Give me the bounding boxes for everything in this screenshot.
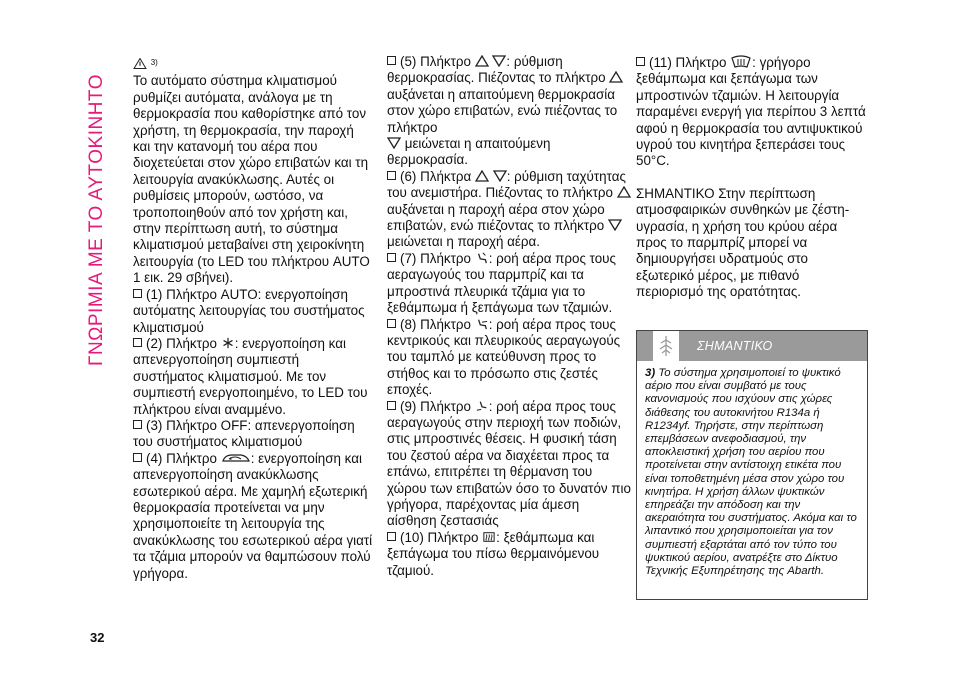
column-1: [133, 55, 373, 582]
important-note-box: [636, 330, 868, 600]
item-auto: [133, 287, 373, 336]
item-ac-compressor: [133, 336, 373, 418]
note-ref: 3): [645, 367, 656, 379]
note-header: [637, 331, 867, 361]
item-rear-defrost-text: : ξεθάμπωμα και ξεπάγωμα του πίσω θερμαινόμενου τζαμιού.: [387, 529, 600, 578]
item-temperature: [387, 54, 632, 169]
bullet-icon: [133, 338, 142, 347]
triangle-up-icon: [617, 185, 631, 200]
item-off: [133, 418, 373, 451]
intro-paragraph: Το αυτόματο σύστημα κλιματισμού ρυθμίζει αυτόματα, ανάλογα με τη θερμοκρασία που καθορίστηκε από τον χρήστη, τη θερμοκρασία, την παροχή και την κατανομή του αέρα που διοχετεύεται στον χώρο επιβατών και τη λειτουργία ανακύκλωσης. Αυτές οι ρυθμίσεις μπορούν, ωστόσο, να τροποποιηθούν από τον χρήστη και, στην περίπτωση αυτή, το σύστημα κλιματισμού μεταβαίνει στη χειροκίνητη λειτουργία (το LED του πλήκτρου AUTO 1 εικ. 29 σβήνει).: [133, 73, 370, 286]
footnote-ref: 3): [150, 58, 158, 67]
item-fan-speed: [387, 169, 632, 251]
item-max-defrost: [636, 55, 866, 170]
item-ac-label: (2) Πλήκτρο: [146, 335, 217, 351]
snowflake-icon: [221, 336, 235, 351]
bullet-icon: [387, 532, 396, 541]
item-recirc-text: : ενεργοποίηση και απενεργοποίηση ανακύκλωσης εσωτερικού αέρα. Με χαμηλή εξωτερική θερμοκρασία προτείνεται να μην χρησιμοποιείτε τη λειτουργία της ανακύκλωσης του εσωτερικού αέρα γιατί τα τζάμια μπορούν να θαμπώσουν πολύ γρήγορα.: [133, 450, 373, 581]
item-fan-text-2: αυξάνεται η παροχή αέρα στον χώρο επιβατών, ενώ πιέζοντας το πλήκτρο: [387, 201, 605, 234]
item-auto-text: (1) Πλήκτρο AUTO: ενεργοποίηση αυτόματης λειτουργίας του συστήματος κλιματισμού: [133, 286, 365, 335]
rear-window-defrost-icon: [482, 530, 496, 545]
recirculation-car-icon: [221, 451, 251, 466]
page-number: 32: [90, 630, 105, 645]
bullet-icon: [636, 57, 645, 66]
bullet-icon: [387, 401, 396, 410]
item-fan-text-3: μειώνεται η παροχή αέρα.: [387, 234, 540, 250]
item-temp-text-2: αυξάνεται η απαιτούμενη θερμοκρασία στον χώρο επιβατών, ενώ πιέζοντας το πλήκτρο: [387, 86, 618, 135]
triangle-up-icon: [475, 54, 489, 69]
environment-tree-icon: [653, 331, 679, 361]
seat-face-flow-icon: [475, 317, 489, 332]
section-title: ΓΝΩΡΙΜΙΑ ΜΕ ΤΟ ΑΥΤΟΚΙΝΗΤΟ: [86, 74, 107, 366]
triangle-up-icon: [609, 70, 623, 85]
item-off-text: (3) Πλήκτρο OFF: απενεργοποίηση του συστήματος κλιματισμού: [133, 417, 355, 450]
section-side-tab: [86, 60, 106, 380]
item-dashboard-label: (8) Πλήκτρο: [400, 316, 471, 332]
item-ac-text: : ενεργοποίηση και απενεργοποίηση συμπιεστή συστήματος κλιματισμού. Με τον συμπιεστή ενεργοποιημένο, το LED του πλήκτρου είναι αναμμένο.: [133, 335, 368, 417]
note-text: Το σύστημα χρησιμοποιεί το ψυκτικό αέριο που είναι συμβατό με τους κανονισμούς που ισχύουν στις χώρες διάθεσης του αυτοκινήτου R134a ή R1234yf. Τηρήστε, στην περίπτωση επεμβάσεων ανεφοδιασμού, την αποκλειστική χρήση του αερίου που προτείνεται στην αντίστοιχη ετικέτα που είναι τοποθετημένη μέσα στον χώρο του κινητήρα. Η χρήση άλλων ψυκτικών επηρεάζει την απόδοση και την ακεραιότητα του συστήματος. Ακόμα και το λιπαντικό που χρησιμοποιείται για τον συμπιεστή εξαρτάται από τον τύπο του ψυκτικού αερίου, ανατρέξτε στο Δίκτυο Τεχνικής Εξυπηρέτησης της Abarth.: [645, 367, 857, 578]
bullet-icon: [133, 289, 142, 298]
bullet-icon: [387, 56, 396, 65]
item-recirculation: [133, 451, 373, 582]
bullet-icon: [133, 420, 142, 429]
triangle-down-icon: [493, 169, 507, 184]
item-fan-text: : ρύθμιση ταχύτητας του ανεμιστήρα. Πιέζοντας το πλήκτρο: [387, 168, 626, 201]
item-temp-text: : ρύθμιση θερμοκρασίας. Πιέζοντας το πλήκτρο: [387, 54, 606, 86]
bullet-icon: [387, 319, 396, 328]
note-title: ΣΗΜΑΝΤΙΚΟ: [697, 339, 773, 353]
triangle-up-icon: [475, 169, 489, 184]
note-body: [637, 361, 867, 584]
warning-triangle-icon: [133, 57, 147, 72]
item-temp-text-3: μειώνεται η απαιτούμενη θερμοκρασία.: [387, 136, 551, 168]
item-feet-flow: [387, 399, 632, 530]
item-windscreen-label: (7) Πλήκτρο: [400, 250, 471, 266]
triangle-down-icon: [387, 136, 401, 151]
seat-feet-flow-icon: [475, 399, 489, 414]
triangle-down-icon: [608, 218, 622, 233]
column-3: [636, 55, 866, 301]
bullet-icon: [133, 453, 142, 462]
item-dashboard-flow: [387, 317, 632, 399]
bullet-icon: [387, 253, 396, 262]
item-dashboard-text: : ροή αέρα προς τους κεντρικούς και πλευρικούς αεραγωγούς του ταμπλό με κατεύθυνση προς το στήθος και το πρόσωπο στις ζεστές εποχές.: [387, 316, 621, 398]
item-recirc-label: (4) Πλήκτρο: [146, 450, 217, 466]
item-feet-label: (9) Πλήκτρο: [400, 398, 471, 414]
item-rear-defrost: [387, 530, 632, 579]
item-max-defrost-text: : γρήγορο ξεθάμπωμα και ξεπάγωμα των μπροστινών τζαμιών. Η λειτουργία παραμένει ενεργή για περίπου 3 λεπτά αφού η θερμοκρασία του αντιψυκτικού υγρού του κινητήρα ξεπεράσει τους 50°C.: [636, 55, 866, 169]
item-fan-label: (6) Πλήκτρα: [400, 168, 472, 184]
triangle-down-icon: [492, 54, 506, 69]
item-temp-label: (5) Πλήκτρο: [400, 54, 471, 69]
bullet-icon: [387, 171, 396, 180]
windscreen-defrost-icon: [730, 55, 752, 70]
item-rear-defrost-label: (10) Πλήκτρο: [400, 529, 479, 545]
item-max-defrost-label: (11) Πλήκτρο: [649, 55, 727, 70]
important-paragraph: ΣΗΜΑΝΤΙΚΟ Στην περίπτωση ατμοσφαιρικών συνθηκών με ζέστη-υγρασία, η χρήση του κρύου αέρα προς το παρμπρίζ μπορεί να δημιουργήσει υδρατμούς στο εξωτερικό μέρος, με πιθανό περιορισμό της ορατότητας.: [636, 185, 850, 300]
item-windscreen-flow: [387, 251, 632, 317]
column-2: [387, 54, 632, 579]
item-feet-text: : ροή αέρα προς τους αεραγωγούς στην περιοχή των ποδιών, στις μπροστινές θέσεις. Η φυσική τάση του ζεστού αέρα να διαχέεται προς τα επάνω, επιτρέπει τη θέρμανση του χώρου των επιβατών όσο το δυνατόν πιο γρήγορα, παρέχοντας μία άμεση αίσθηση ζεστασιάς: [387, 398, 631, 529]
item-windscreen-text: : ροή αέρα προς τους αεραγωγούς του παρμπρίζ και τα μπροστινά πλευρικά τζάμια για το ξεθάμπωμα ή ξεπάγωμα των τζαμιών.: [387, 250, 616, 316]
seat-windscreen-icon: [475, 251, 489, 266]
